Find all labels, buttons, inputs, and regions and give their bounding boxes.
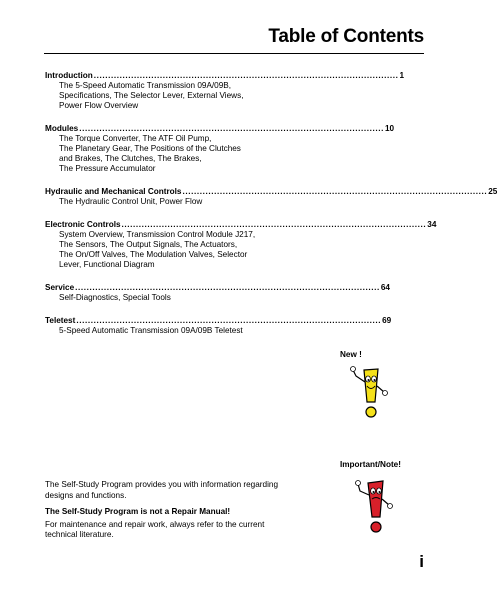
toc-description-line: Lever, Functional Diagram	[59, 260, 155, 269]
exclamation-mascot-red-icon	[350, 475, 400, 535]
note-callout-label: Important/Note!	[340, 460, 401, 469]
footer-notice	[45, 480, 295, 547]
toc-heading: Introduction	[45, 71, 93, 80]
toc-description-line: The Torque Converter, The ATF Oil Pump,	[59, 134, 212, 143]
toc-entry-introduction[interactable]	[45, 71, 405, 111]
toc-entry-electronic[interactable]	[45, 220, 437, 270]
title-divider	[44, 53, 424, 54]
toc-page-number: 10	[384, 124, 395, 133]
toc-leader: ..........................................................................................................	[75, 283, 380, 292]
toc-description	[45, 197, 305, 207]
toc-heading: Hydraulic and Mechanical Controls	[45, 187, 182, 196]
toc-description-line: System Overview, Transmission Control Module J217,	[59, 230, 256, 239]
footer-warning-text: The Self-Study Program is not a Repair Manual!	[45, 507, 231, 516]
page-title: Table of Contents	[268, 26, 424, 47]
toc-description	[45, 230, 305, 270]
toc-heading: Service	[45, 283, 75, 292]
exclamation-mascot-yellow-icon	[344, 364, 394, 420]
footer-intro-text: The Self-Study Program provides you with information regarding designs and functions.	[45, 480, 278, 500]
toc-page-number: 69	[382, 316, 392, 325]
toc-leader: ..........................................................................................................	[79, 124, 384, 133]
toc-entry-teletest[interactable]	[45, 316, 392, 336]
toc-description-line: Self-Diagnostics, Special Tools	[59, 293, 171, 302]
toc-description-line: The Planetary Gear, The Positions of the Clutches	[59, 144, 241, 153]
toc-description-line: Power Flow Overview	[59, 101, 139, 110]
toc-leader: ..........................................................................................................	[182, 187, 488, 196]
toc-entry-modules[interactable]	[45, 124, 395, 174]
toc-description-line: and Brakes, The Clutches, The Brakes,	[59, 154, 202, 163]
toc-description-line: The Hydraulic Control Unit, Power Flow	[59, 197, 203, 206]
toc-leader: ..........................................................................................................	[93, 71, 399, 80]
toc-heading: Teletest	[45, 316, 76, 325]
toc-description-line: The 5-Speed Automatic Transmission 09A/09B,	[59, 81, 232, 90]
toc-description-line: 5-Speed Automatic Transmission 09A/09B Teletest	[59, 326, 243, 335]
toc-description	[45, 326, 305, 336]
toc-description-line: The On/Off Valves, The Modulation Valves, Selector	[59, 250, 248, 259]
new-callout-label: New !	[340, 350, 362, 359]
toc-page-number: 64	[380, 283, 390, 292]
toc-leader: ..........................................................................................................	[121, 220, 427, 229]
page-number: i	[419, 552, 424, 571]
toc-heading: Modules	[45, 124, 79, 133]
toc-entry-service[interactable]	[45, 283, 390, 303]
toc-leader: ..........................................................................................................	[76, 316, 382, 325]
toc-page-number: 25	[488, 187, 497, 196]
toc-description-line: Specifications, The Selector Lever, External Views,	[59, 91, 244, 100]
toc-description-line: The Pressure Accumulator	[59, 164, 156, 173]
toc-description	[45, 81, 305, 111]
toc-entry-hydraulic[interactable]	[45, 187, 497, 207]
toc-page-number: 34	[427, 220, 437, 229]
table-of-contents	[45, 71, 497, 349]
footer-advice-text: For maintenance and repair work, always refer to the current technical literature.	[45, 519, 265, 539]
toc-description	[45, 293, 305, 303]
toc-page-number: 1	[399, 71, 405, 80]
toc-description-line: The Sensors, The Output Signals, The Actuators,	[59, 240, 238, 249]
toc-description	[45, 134, 305, 174]
toc-heading: Electronic Controls	[45, 220, 121, 229]
